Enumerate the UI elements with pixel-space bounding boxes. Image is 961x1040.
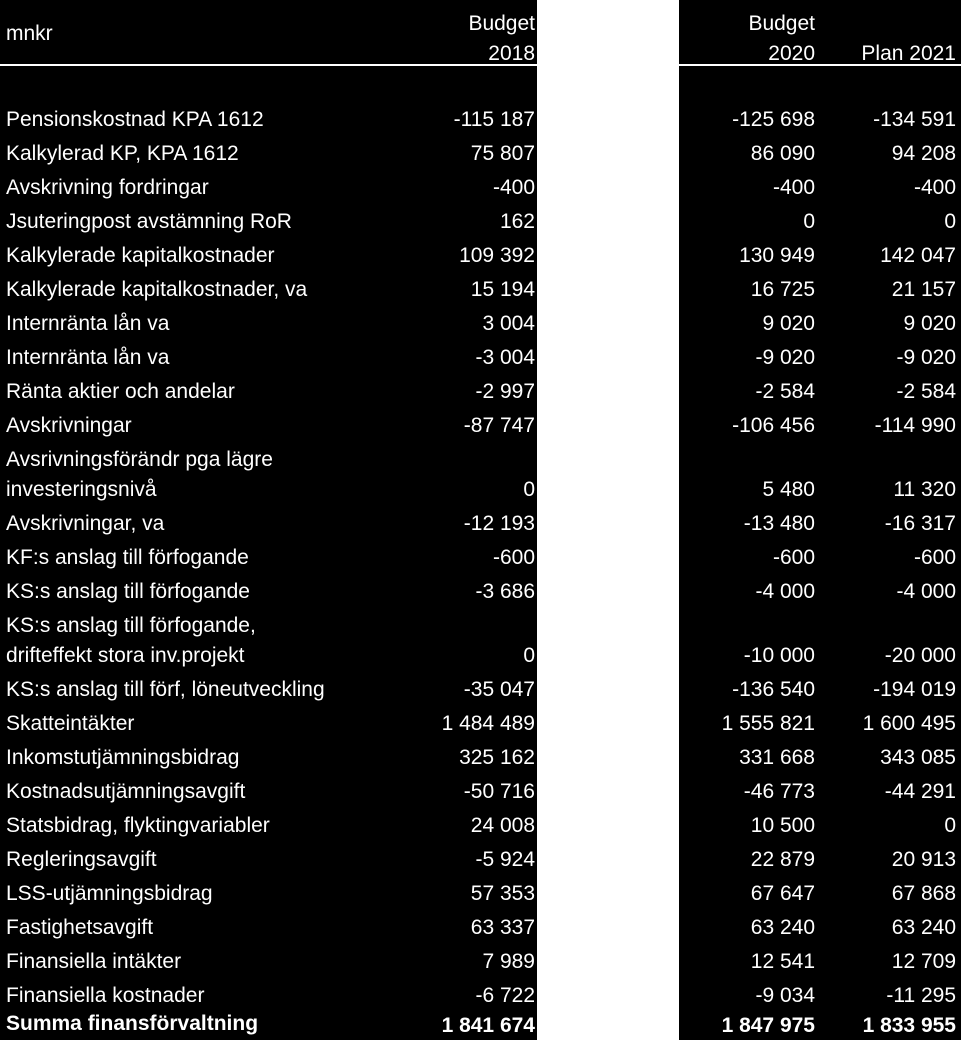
row-value-2020: -600 <box>772 546 815 569</box>
row-value-2020: 0 <box>803 210 815 233</box>
row-label: Fastighetsavgift <box>6 916 154 939</box>
row-value-2018: 24 008 <box>470 814 535 837</box>
col2-header-line1: Budget <box>748 12 815 35</box>
row-value-2018: -600 <box>492 546 535 569</box>
row-label: investeringsnivå <box>6 478 157 501</box>
row-value-2018: 325 162 <box>459 746 535 769</box>
row-label: drifteffekt stora inv.projekt <box>6 644 245 667</box>
row-value-2020: -9 020 <box>755 346 815 369</box>
row-value-2021: 142 047 <box>880 244 956 267</box>
row-value-2018: 162 <box>499 210 535 233</box>
row-value-2018: -115 187 <box>453 108 535 131</box>
row-value-2020: 130 949 <box>739 244 815 267</box>
row-value-2021: -20 000 <box>884 644 956 667</box>
row-value-2021: -2 584 <box>896 380 956 403</box>
row-value-2021: 0 <box>944 814 956 837</box>
row-label: LSS-utjämningsbidrag <box>6 882 213 905</box>
row-label: Ränta aktier och andelar <box>6 380 235 403</box>
row-value-2018: -3 004 <box>475 346 535 369</box>
row-value-2021: 63 240 <box>891 916 956 939</box>
row-label: Finansiella kostnader <box>6 984 205 1007</box>
row-value-2018: 0 <box>523 478 535 501</box>
total-label: Summa finansförvaltning <box>6 1012 259 1035</box>
total-value-2018: 1 841 674 <box>441 1014 535 1037</box>
row-label: Jsuteringpost avstämning RoR <box>6 210 292 233</box>
row-label: Kalkylerade kapitalkostnader, va <box>6 278 308 301</box>
row-value-2021: 94 208 <box>891 142 956 165</box>
total-value-2021: 1 833 955 <box>862 1014 956 1037</box>
row-value-2021: 343 085 <box>880 746 956 769</box>
row-value-2018: 57 353 <box>470 882 535 905</box>
row-value-2020: -125 698 <box>732 108 815 131</box>
row-value-2018: -87 747 <box>463 414 535 437</box>
row-value-2020: 1 555 821 <box>721 712 815 735</box>
row-label: Finansiella intäkter <box>6 950 182 973</box>
row-value-2018: 0 <box>523 644 535 667</box>
row-value-2020: 63 240 <box>750 916 815 939</box>
row-label: KS:s anslag till förf, löneutveckling <box>6 678 325 701</box>
unit-label: mnkr <box>6 22 53 45</box>
row-label: Kalkylerad KP, KPA 1612 <box>6 142 239 165</box>
row-value-2021: 67 868 <box>891 882 956 905</box>
row-value-2021: 21 157 <box>891 278 956 301</box>
row-value-2020: -400 <box>772 176 815 199</box>
row-value-2018: -2 997 <box>475 380 535 403</box>
col1-header-line2: 2018 <box>488 42 535 65</box>
row-value-2021: -4 000 <box>896 580 956 603</box>
row-value-2018: -400 <box>492 176 535 199</box>
row-value-2020: -4 000 <box>755 580 815 603</box>
row-value-2018: 7 989 <box>482 950 535 973</box>
total-value-2020: 1 847 975 <box>721 1014 815 1037</box>
row-value-2020: 12 541 <box>750 950 815 973</box>
row-value-2021: 12 709 <box>891 950 956 973</box>
row-value-2021: -11 295 <box>886 984 956 1007</box>
row-value-2018: -35 047 <box>463 678 535 701</box>
row-value-2021: 0 <box>944 210 956 233</box>
row-value-2018: 75 807 <box>470 142 535 165</box>
row-value-2018: 63 337 <box>470 916 535 939</box>
row-value-2018: -6 722 <box>475 984 535 1007</box>
row-value-2021: -9 020 <box>896 346 956 369</box>
row-value-2020: -46 773 <box>743 780 815 803</box>
row-label: KF:s anslag till förfogande <box>6 546 249 569</box>
row-value-2018: 15 194 <box>470 278 535 301</box>
col2-header-line2: 2020 <box>768 42 815 65</box>
row-label: Avskrivningar, va <box>6 512 165 535</box>
row-label: Avskrivning fordringar <box>6 176 209 199</box>
row-label: KS:s anslag till förfogande <box>6 580 250 603</box>
row-value-2018: 109 392 <box>459 244 535 267</box>
row-value-2021: -194 019 <box>873 678 956 701</box>
row-label: Kostnadsutjämningsavgift <box>6 780 246 803</box>
row-value-2021: -44 291 <box>884 780 956 803</box>
row-value-2018: -5 924 <box>475 848 535 871</box>
col1-header-line1: Budget <box>468 12 535 35</box>
row-value-2020: -9 034 <box>755 984 815 1007</box>
row-value-2018: -50 716 <box>463 780 535 803</box>
row-value-2021: -16 317 <box>884 512 956 535</box>
row-label: Internränta lån va <box>6 312 170 335</box>
row-value-2020: 5 480 <box>762 478 815 501</box>
row-value-2018: 1 484 489 <box>441 712 535 735</box>
row-value-2020: -13 480 <box>743 512 815 535</box>
row-value-2021: -400 <box>913 176 956 199</box>
row-label: Avskrivningar <box>6 414 132 437</box>
row-label: Kalkylerade kapitalkostnader <box>6 244 275 267</box>
row-value-2020: 9 020 <box>762 312 815 335</box>
row-value-2020: 10 500 <box>750 814 815 837</box>
row-value-2020: 22 879 <box>750 848 815 871</box>
row-value-2018: -3 686 <box>475 580 535 603</box>
row-label: Regleringsavgift <box>6 848 157 871</box>
row-value-2021: 11 320 <box>893 478 956 501</box>
row-label: Pensionskostnad KPA 1612 <box>6 108 264 131</box>
row-label: Inkomstutjämningsbidrag <box>6 746 240 769</box>
row-value-2020: 331 668 <box>739 746 815 769</box>
row-value-2020: 86 090 <box>750 142 815 165</box>
row-value-2021: -600 <box>913 546 956 569</box>
col3-header: Plan 2021 <box>861 42 956 65</box>
row-value-2020: -2 584 <box>755 380 815 403</box>
row-value-2021: -134 591 <box>873 108 956 131</box>
row-value-2021: -114 990 <box>874 414 956 437</box>
row-value-2018: -12 193 <box>463 512 535 535</box>
row-label: Statsbidrag, flyktingvariabler <box>6 814 270 837</box>
row-value-2021: 9 020 <box>903 312 956 335</box>
row-value-2020: -136 540 <box>732 678 815 701</box>
row-value-2020: 16 725 <box>750 278 815 301</box>
row-label: Skatteintäkter <box>6 712 135 735</box>
row-value-2021: 20 913 <box>891 848 956 871</box>
row-value-2021: 1 600 495 <box>862 712 956 735</box>
row-value-2020: -106 456 <box>732 414 815 437</box>
row-label: Avsrivningsförändr pga lägre <box>6 448 273 471</box>
row-value-2020: -10 000 <box>743 644 815 667</box>
row-label: Internränta lån va <box>6 346 170 369</box>
row-value-2018: 3 004 <box>482 312 535 335</box>
row-label: KS:s anslag till förfogande, <box>6 614 256 637</box>
row-value-2020: 67 647 <box>750 882 815 905</box>
